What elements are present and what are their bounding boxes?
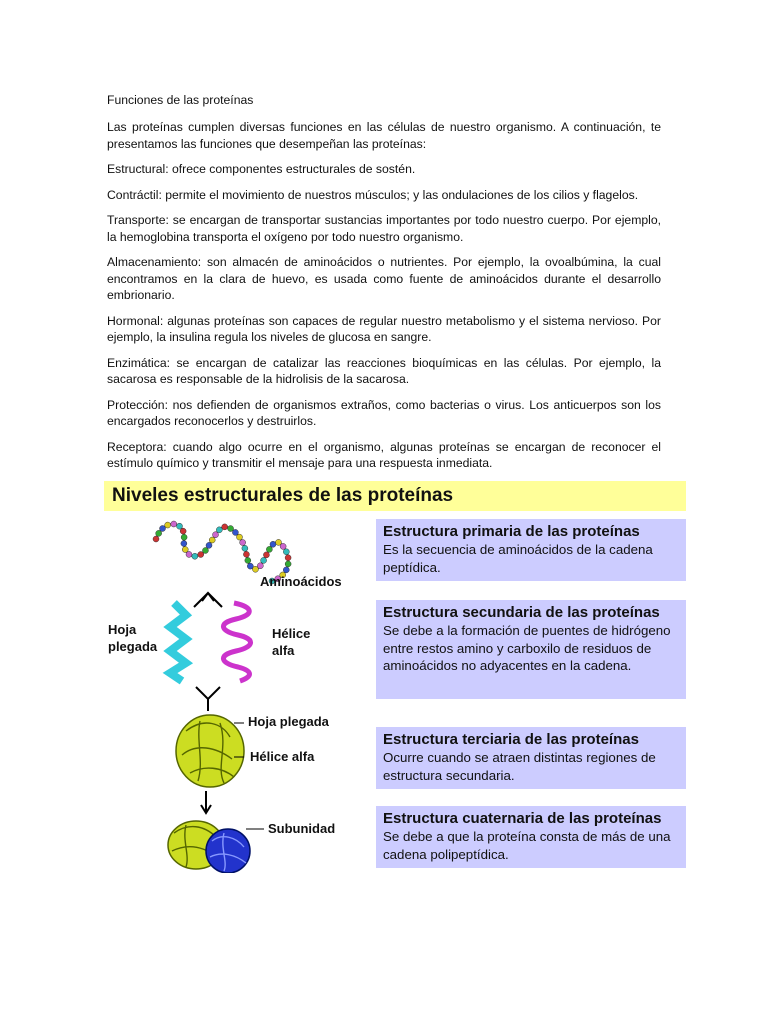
intro-paragraph: Las proteínas cumplen diversas funciones en las células de nuestro organismo. A continuación, te presentamos las funciones que desempeñan las proteínas: bbox=[107, 120, 661, 151]
amino-acid-bead bbox=[240, 540, 246, 546]
split-arrow-icon bbox=[194, 593, 222, 607]
amino-acid-bead bbox=[181, 540, 187, 546]
box-heading: Estructura cuaternaria de las proteínas bbox=[383, 810, 662, 827]
tertiary-structure-icon bbox=[176, 715, 244, 787]
amino-acid-bead bbox=[156, 530, 162, 536]
alpha-helix-icon bbox=[223, 603, 250, 681]
amino-acid-bead bbox=[263, 552, 269, 558]
box-heading: Estructura terciaria de las proteínas bbox=[383, 731, 639, 748]
amino-acid-bead bbox=[171, 521, 177, 527]
hoja-plegada-3d-label: Hoja plegada bbox=[248, 714, 329, 729]
subunidad-label: Subunidad bbox=[268, 821, 336, 836]
helice-label-line1: Hélice bbox=[272, 626, 311, 641]
amino-acid-bead bbox=[186, 551, 192, 557]
amino-acid-bead bbox=[280, 543, 286, 549]
amino-acid-bead bbox=[192, 553, 198, 559]
quaternary-structure-box bbox=[376, 806, 686, 868]
amino-acid-bead bbox=[177, 523, 183, 529]
amino-acid-bead bbox=[216, 527, 222, 533]
function-paragraph: Transporte: se encargan de transportar sustancias importantes por todo nuestro cuerpo. Por ejemplo, la hemoglobina transporta el oxígeno por todo nuestro organismo. bbox=[107, 213, 661, 244]
box-heading: Estructura secundaria de las proteínas bbox=[383, 604, 660, 621]
merge-arrow-icon bbox=[196, 687, 220, 711]
amino-acid-bead bbox=[160, 525, 166, 531]
secondary-structure-box bbox=[376, 600, 686, 699]
primary-structure-box bbox=[376, 519, 686, 581]
box-body: Se debe a la formación de puentes de hidrógeno entre restos amino y carboxilo de residuos de aminoácidos no adyacentes en la cadena. bbox=[383, 623, 671, 673]
tertiary-structure-box bbox=[376, 727, 686, 789]
box-body: Ocurre cuando se atraen distintas regiones de estructura secundaria. bbox=[383, 750, 656, 783]
function-paragraph: Receptora: cuando algo ocurre en el organismo, algunas proteínas se encargan de reconocer el estímulo químico y transmitir el mensaje para una respuesta inmediata. bbox=[107, 439, 661, 470]
amino-acid-bead bbox=[285, 561, 291, 567]
function-paragraph: Almacenamiento: son almacén de aminoácidos o nutrientes. Por ejemplo, la ovoalbúmina, la cual encontramos en la clara de huevo, es usada como fuente de aminoácidos durante el desarrollo embrionario. bbox=[107, 255, 661, 302]
box-body: Se debe a que la proteína consta de más de una cadena polipeptídica. bbox=[383, 829, 671, 862]
amino-acid-bead bbox=[202, 547, 208, 553]
function-paragraph: Estructural: ofrece componentes estructurales de sostén. bbox=[107, 162, 416, 176]
amino-acid-bead bbox=[232, 529, 238, 535]
amino-acid-bead bbox=[213, 532, 219, 538]
amino-acid-bead bbox=[285, 555, 291, 561]
amino-acid-bead bbox=[222, 524, 228, 530]
amino-acid-bead bbox=[198, 552, 204, 558]
function-paragraph: Enzimática: se encargan de catalizar las reacciones bioquímicas en las células. Por ejemplo, la sacarosa es responsable de la hidrolisis de la sacarosa. bbox=[107, 355, 661, 386]
protein-levels-illustration bbox=[104, 511, 374, 873]
quaternary-structure-icon bbox=[168, 821, 250, 873]
amino-acid-bead bbox=[228, 526, 234, 532]
amino-acid-bead bbox=[270, 541, 276, 547]
helice-alfa-3d-label: Hélice alfa bbox=[250, 749, 315, 764]
amino-acid-bead bbox=[245, 557, 251, 563]
amino-acid-bead bbox=[209, 537, 215, 543]
hoja-label-line1: Hoja bbox=[108, 622, 137, 637]
document-title: Funciones de las proteínas bbox=[107, 93, 254, 107]
amino-acid-bead bbox=[266, 546, 272, 552]
protein-structure-figure bbox=[104, 481, 688, 873]
amino-acid-bead bbox=[181, 534, 187, 540]
amino-acid-bead bbox=[165, 522, 171, 528]
amino-acid-bead bbox=[180, 528, 186, 534]
amino-acid-bead bbox=[243, 551, 249, 557]
function-paragraph: Hormonal: algunas proteínas son capaces de regular nuestro metabolismo y el sistema nervioso. Por ejemplo, la insulina regula los niveles de glucosa en sangre. bbox=[107, 313, 661, 344]
helice-label-line2: alfa bbox=[272, 643, 295, 658]
figure-banner: Niveles estructurales de las proteínas bbox=[104, 481, 686, 511]
functions-list bbox=[107, 161, 661, 481]
amino-acid-bead bbox=[283, 549, 289, 555]
amino-acid-bead bbox=[206, 542, 212, 548]
amino-acid-bead bbox=[153, 536, 159, 542]
amino-acid-bead bbox=[261, 557, 267, 563]
function-paragraph: Protección: nos defienden de organismos extraños, como bacterias o virus. Los anticuerpos son los encargados reconocerlos y destruirlos. bbox=[107, 397, 661, 428]
amino-acid-bead bbox=[237, 534, 243, 540]
box-heading: Estructura primaria de las proteínas bbox=[383, 523, 640, 540]
amino-acid-bead bbox=[242, 545, 248, 551]
beta-sheet-icon bbox=[170, 603, 186, 681]
aminoacidos-label: Aminoácidos bbox=[260, 574, 342, 589]
amino-acid-bead bbox=[283, 567, 289, 573]
amino-acid-bead bbox=[257, 563, 263, 569]
down-arrow-icon bbox=[201, 791, 211, 813]
box-body: Es la secuencia de aminoácidos de la cadena peptídica. bbox=[383, 542, 653, 575]
function-paragraph: Contráctil: permite el movimiento de nuestros músculos; y las ondulaciones de los cilios y flagelos. bbox=[107, 187, 639, 202]
hoja-label-line2: plegada bbox=[108, 639, 158, 654]
